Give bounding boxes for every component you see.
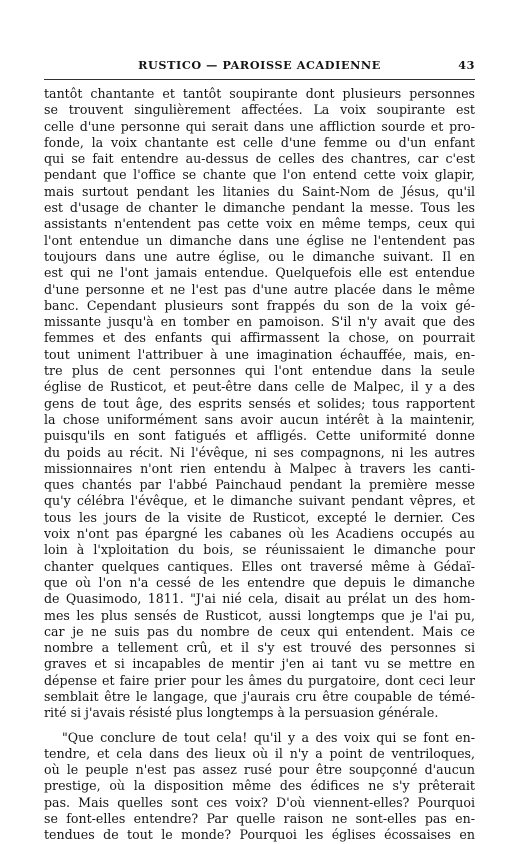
text-line: celle d'une personne qui serait dans une affliction sourde et pro- (44, 118, 475, 134)
text-line: mes les plus sensés de Rusticot, aussi longtemps que je l'ai pu, (44, 607, 475, 623)
text-line: d'une personne et ne l'est pas d'une autre placée dans le même (44, 281, 475, 297)
text-line: assistants n'entendent pas cette voix en même temps, ceux qui (44, 216, 475, 232)
text-line: la chose uniformément sans avoir aucun intérêt à la maintenir, (44, 411, 475, 427)
text-line: prestige, où la disposition même des édifices ne s'y prêterait (44, 778, 475, 794)
text-line: "Que conclure de tout cela! qu'il y a des voix qui se font en- (62, 729, 475, 745)
text-line: tous les jours de la visite de Rusticot, excepté le dernier. Ces (44, 509, 475, 525)
running-title: RUSTICO — PAROISSE ACADIENNE (138, 58, 381, 72)
text-line: l'ont entendue un dimanche dans une église ne l'entendent pas (44, 232, 475, 248)
text-line: tendues de tout le monde? Pourquoi les églises écossaises en (44, 827, 475, 843)
text-line: graves et si incapables de mentir j'en ai tant vu se mettre en (44, 656, 475, 672)
text-line: où le peuple n'est pas assez rusé pour être soupçonné d'aucun (44, 762, 475, 778)
text-line: que où l'on n'a cessé de les entendre que depuis le dimanche (44, 574, 475, 590)
text-line: puisqu'ils en sont fatigués et affligés. Cette uniformité donne (44, 428, 475, 444)
header-rule (44, 79, 475, 80)
text-line: tre plus de cent personnes qui l'ont entendue dans la seule (44, 363, 475, 379)
text-line: tendre, et cela dans des lieux où il n'y a point de ventriloques, (44, 745, 475, 761)
text-line: banc. Cependant plusieurs sont frappés du son de la voix gé- (44, 297, 475, 313)
text-line: se font-elles entendre? Par quelle raison ne sont-elles pas en- (44, 811, 475, 827)
text-line: dépense et faire prier pour les âmes du purgatoire, dont ceci leur (44, 672, 475, 688)
text-line: gens de tout âge, des esprits sensés et solides; tous rapportent (44, 395, 475, 411)
paragraph (44, 86, 475, 722)
text-line: se trouvent singulièrement affectées. La voix soupirante est (44, 102, 475, 118)
text-line: pendant que l'office se chante que l'on entend cette voix glapir, (44, 167, 475, 183)
text-line: voix n'ont pas épargné les cabanes où les Acadiens occupés au (44, 526, 475, 542)
text-line: de Quasimodo, 1811. "J'ai nié cela, disait au prélat un des hom- (44, 591, 475, 607)
text-line: église de Rusticot, et peut-être dans celle de Malpec, il y a des (44, 379, 475, 395)
page-number: 43 (458, 58, 475, 72)
text-line: pas. Mais quelles sont ces voix? D'où viennent-elles? Pourquoi (44, 794, 475, 810)
text-line: ques chantés par l'abbé Painchaud pendant la première messe (44, 477, 475, 493)
text-line: nombre a tellement crû, et il s'y est trouvé des personnes si (44, 640, 475, 656)
text-line: missionnaires n'ont rien entendu à Malpec à travers les canti- (44, 460, 475, 476)
text-line: est d'usage de chanter le dimanche pendant la messe. Tous les (44, 200, 475, 216)
body-text (44, 86, 475, 844)
text-line: car je ne suis pas du nombre de ceux qui entendent. Mais ce (44, 623, 475, 639)
text-line: est qui ne l'ont jamais entendue. Quelquefois elle est entendue (44, 265, 475, 281)
text-line: femmes et des enfants qui affirmassent la chose, on pourrait (44, 330, 475, 346)
text-line: chanter quelques cantiques. Elles ont traversé même à Gédaï- (44, 558, 475, 574)
text-line: toujours dans une autre église, ou le dimanche suivant. Il en (44, 248, 475, 264)
paragraph-gap (44, 722, 475, 730)
text-line: rité si j'avais résisté plus longtemps à la persuasion générale. (44, 705, 439, 721)
running-head (44, 58, 475, 78)
text-line: qui se fait entendre au-dessus de celles des chantres, car c'est (44, 151, 475, 167)
text-line: semblait être le langage, que j'aurais cru être coupable de témé- (44, 688, 475, 704)
text-line: qu'y célébra l'évêque, et le dimanche suivant pendant vêpres, et (44, 493, 475, 509)
text-line: mais surtout pendant les litanies du Saint-Nom de Jésus, qu'il (44, 183, 475, 199)
text-line: tout uniment l'attribuer à une imagination échauffée, mais, en- (44, 346, 475, 362)
paragraph (44, 730, 475, 844)
text-line: missante jusqu'à en tomber en pamoison. S'il n'y avait que des (44, 314, 475, 330)
text-line: tantôt chantante et tantôt soupirante dont plusieurs personnes (44, 86, 475, 101)
text-line: fonde, la voix chantante est celle d'une femme ou d'un enfant (44, 134, 475, 150)
text-line: loin à l'xploitation du bois, se réunissaient le dimanche pour (44, 542, 475, 558)
text-line: du poids au récit. Ni l'évêque, ni ses compagnons, ni les autres (44, 444, 475, 460)
